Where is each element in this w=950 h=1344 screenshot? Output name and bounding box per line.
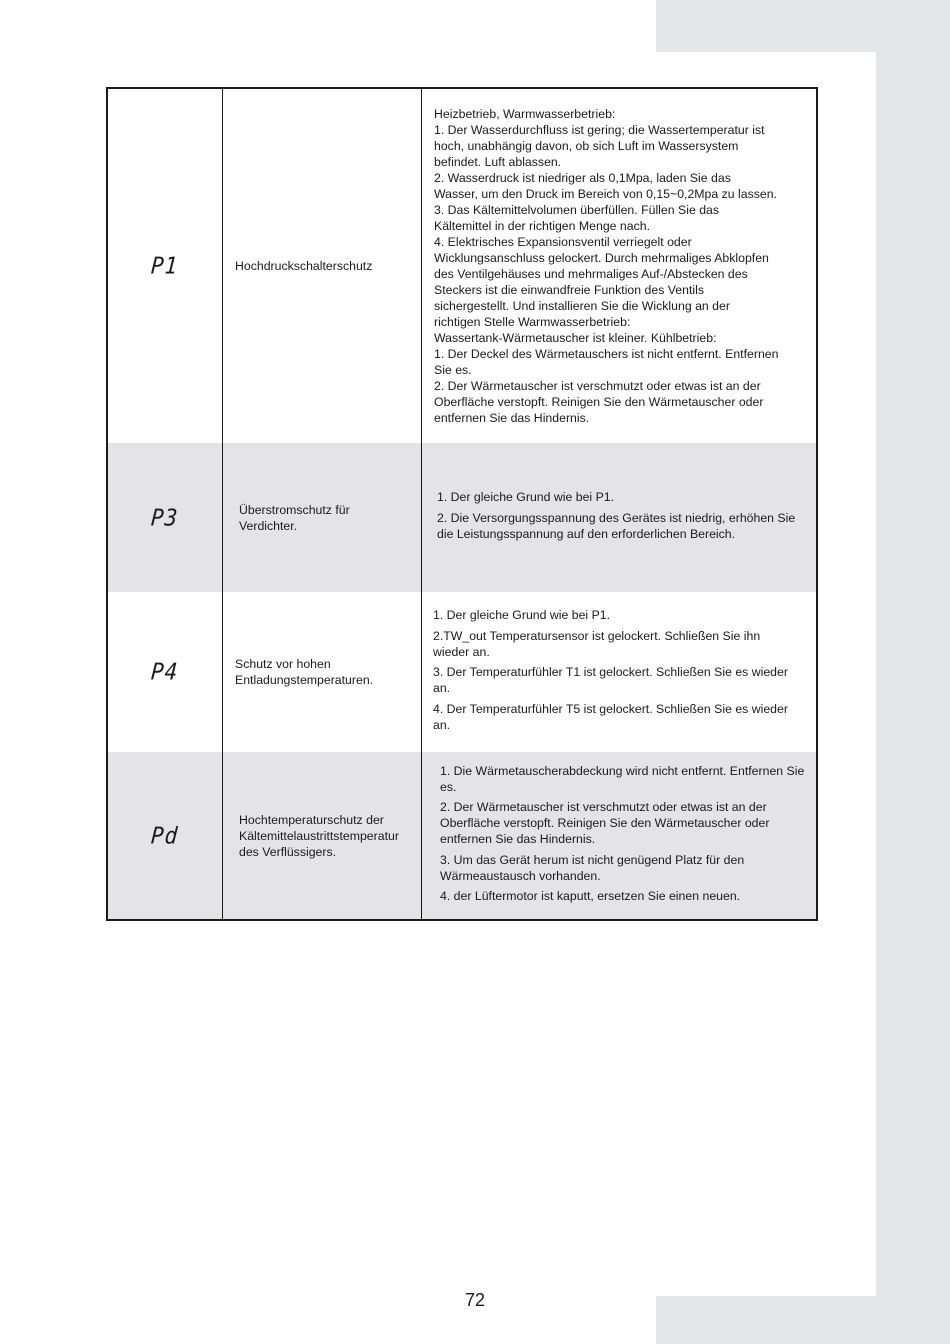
code-cell [108, 752, 223, 919]
remedy-line: befindet. Luft ablassen. [434, 155, 562, 169]
page-side-strip [876, 52, 950, 1296]
remedy-item: 1. Die Wärmetauscherabdeckung wird nicht entfernt. Entfernen Sie es. [440, 763, 805, 794]
remedy-item: 1. Der gleiche Grund wie bei P1. [437, 490, 615, 504]
protection-name: Hochdruckschalterschutz [235, 259, 373, 273]
remedy-line: richtigen Stelle Warmwasserbetrieb: [434, 315, 631, 329]
remedy-cell [422, 752, 816, 919]
remedy-line: entfernen Sie das Hindernis. [434, 411, 590, 425]
remedy-line: hoch, unabhängig davon, ob sich Luft im Wassersystem [434, 139, 739, 153]
remedy-item: 4. der Lüftermotor ist kaputt, ersetzen Sie einen neuen. [440, 889, 741, 903]
remedy-line: Wassertank-Wärmetauscher ist kleiner. Kühlbetrieb: [434, 331, 717, 345]
remedy-line: Kältemittel in der richtigen Menge nach. [434, 219, 650, 233]
error-code-display: Pd [150, 822, 180, 849]
remedy-list [433, 607, 798, 737]
error-code-display: P3 [150, 504, 180, 531]
remedy-item: 2. Die Versorgungsspannung des Gerätes ist niedrig, erhöhen Sie die Leistungsspannung auf den erforderlichen Bereich. [437, 510, 796, 541]
remedy-item: 1. Der gleiche Grund wie bei P1. [433, 608, 611, 622]
remedy-list [440, 763, 806, 909]
name-cell [223, 592, 422, 752]
remedy-line: des Ventilgehäuses und mehrmaliges Auf-/Abstecken des [434, 267, 748, 281]
remedy-item: 2. Der Wärmetauscher ist verschmutzt oder etwas ist an der Oberfläche verstopft. Reinigen Sie den Wärmetauscher oder entfernen Sie das Hindernis. [440, 800, 770, 846]
remedy-item: 2.TW_out Temperatursensor ist gelockert. Schließen Sie ihn wieder an. [433, 628, 761, 659]
remedy-line: Oberfläche verstopft. Reinigen Sie den Wärmetauscher oder [434, 395, 764, 409]
error-code-display: P1 [150, 252, 180, 280]
remedy-text [434, 106, 778, 426]
table-row-p4 [108, 592, 816, 752]
code-cell [108, 443, 223, 592]
page-side-tab-top [656, 0, 950, 52]
remedy-cell [422, 443, 816, 592]
remedy-item: 4. Der Temperaturfühler T5 ist gelockert. Schließen Sie es wieder an. [433, 701, 788, 732]
table-row-p1 [108, 89, 816, 443]
table-row-p3 [108, 443, 816, 592]
remedy-item: 3. Um das Gerät herum ist nicht genügend Platz für den Wärmeaustausch vorhanden. [440, 852, 745, 883]
protection-name: Hochtemperaturschutz der Kältemittelaustrittstemperatur des Verflüssigers. [239, 812, 399, 859]
remedy-line: 1. Der Wasserdurchfluss ist gering; die Wassertemperatur ist [434, 123, 765, 137]
code-cell [108, 89, 223, 443]
name-cell [223, 89, 422, 443]
remedy-line: 2. Wasserdruck ist niedriger als 0,1Mpa, laden Sie das [434, 171, 731, 185]
remedy-cell [422, 89, 816, 443]
remedy-line: 3. Das Kältemittelvolumen überfüllen. Füllen Sie das [434, 203, 720, 217]
error-code-table [106, 87, 818, 921]
remedy-item: 3. Der Temperaturfühler T1 ist gelockert. Schließen Sie es wieder an. [433, 665, 788, 695]
table-row-pd [108, 752, 816, 919]
remedy-line: 1. Der Deckel des Wärmetauschers ist nicht entfernt. Entfernen [434, 347, 779, 361]
remedy-line: Sie es. [434, 363, 472, 377]
protection-name: Schutz vor hohen Entladungstemperaturen. [235, 657, 374, 687]
code-cell [108, 592, 223, 752]
remedy-line: Wicklungsanschluss gelockert. Durch mehrmaliges Abklopfen [434, 251, 769, 265]
remedy-list [437, 489, 798, 546]
remedy-line: 4. Elektrisches Expansionsventil verriegelt oder [434, 235, 692, 249]
page-number: 72 [464, 1290, 486, 1310]
remedy-line: Wasser, um den Druck im Bereich von 0,15~0,2Mpa zu lassen. [434, 187, 777, 201]
protection-name: Überstromschutz für Verdichter. [239, 502, 350, 533]
remedy-line: sichergestellt. Und installieren Sie die Wicklung an der [434, 299, 730, 313]
name-cell [223, 443, 422, 592]
name-cell [223, 752, 422, 919]
error-code-display: P4 [150, 658, 180, 686]
remedy-line: Heizbetrieb, Warmwasserbetrieb: [434, 107, 616, 121]
remedy-cell [422, 592, 816, 752]
remedy-line: 2. Der Wärmetauscher ist verschmutzt oder etwas ist an der [434, 379, 761, 393]
remedy-line: Steckers ist die einwandfreie Funktion des Ventils [434, 283, 704, 297]
